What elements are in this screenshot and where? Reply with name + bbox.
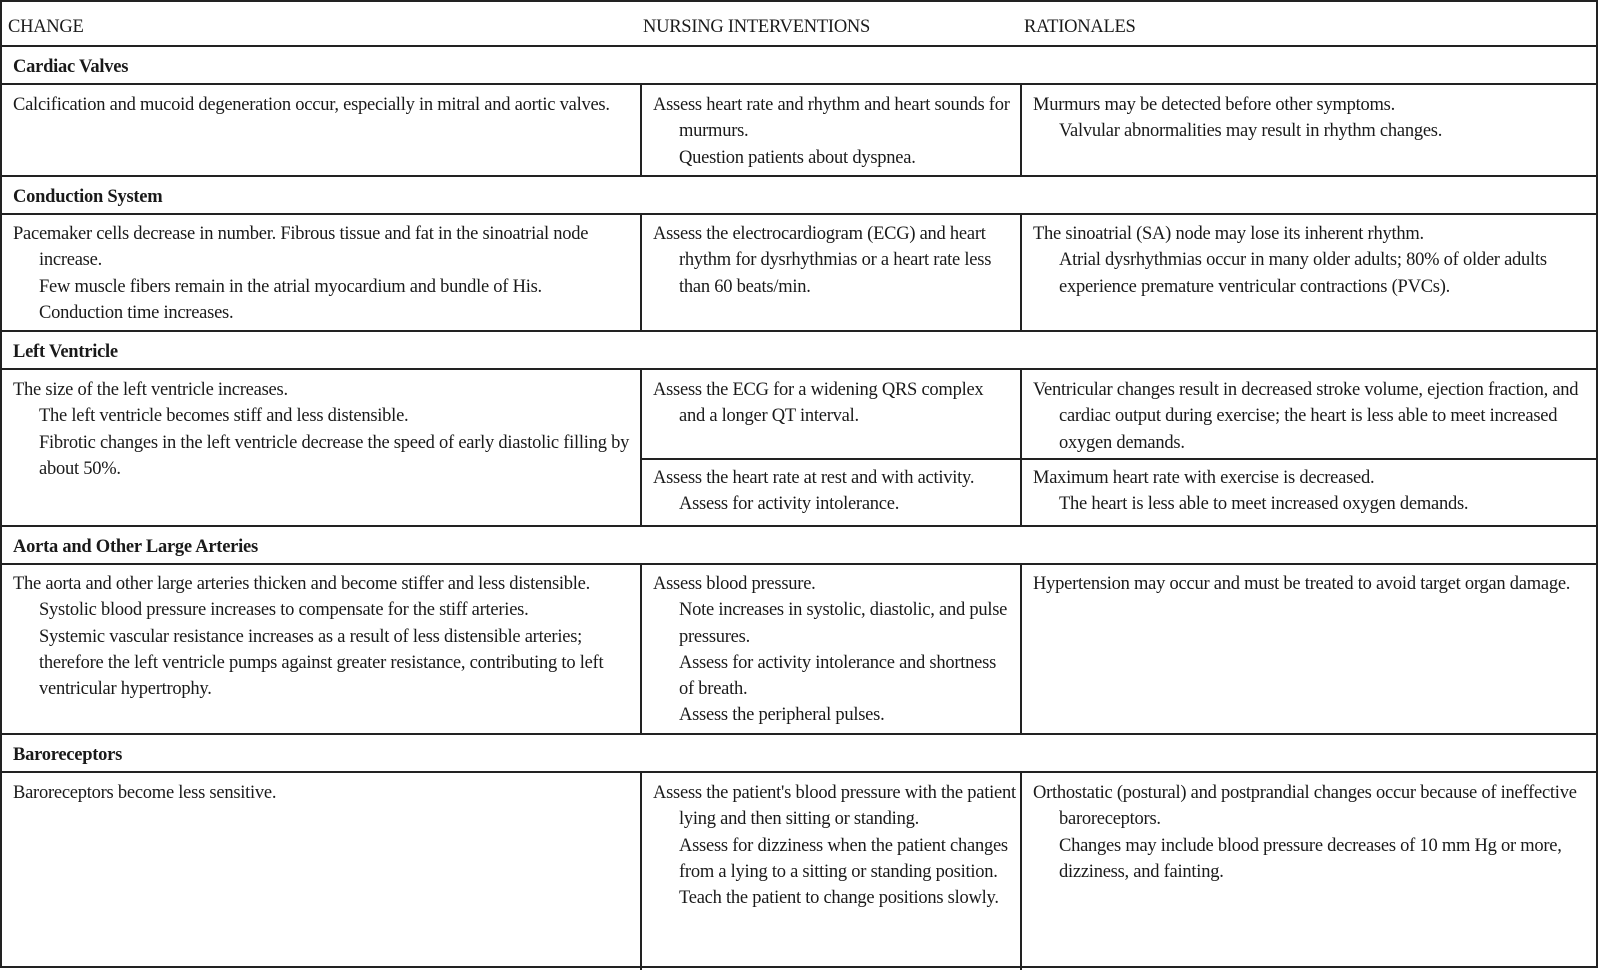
column-divider bbox=[1020, 213, 1022, 332]
intervention-text: Note increases in systolic, diastolic, and pulse pressures. bbox=[679, 600, 1008, 647]
section-title-baroreceptors: Baroreceptors bbox=[13, 745, 123, 765]
section-title-left-ventricle: Left Ventricle bbox=[13, 342, 118, 362]
intervention-text: Assess the electrocardiogram (ECG) and heart rhythm for dysrhythmias or a heart rate less than 60 beats/min. bbox=[653, 224, 992, 297]
rationale-text: Orthostatic (postural) and postprandial changes occur because of ineffective baroreceptors. bbox=[1033, 783, 1577, 830]
change-text: Pacemaker cells decrease in number. Fibrous tissue and fat in the sinoatrial node increase. bbox=[13, 224, 589, 271]
intervention-text: Assess the patient's blood pressure with the patient lying and then sitting or standing. bbox=[653, 783, 1016, 830]
intervention-text: Assess the ECG for a widening QRS complex and a longer QT interval. bbox=[653, 380, 984, 427]
divider bbox=[2, 525, 1596, 527]
section-title-aorta-large-arteries: Aorta and Other Large Arteries bbox=[13, 537, 258, 557]
change-text: The left ventricle becomes stiff and less distensible. bbox=[39, 406, 409, 427]
rationale-text: Murmurs may be detected before other symptoms. bbox=[1033, 95, 1395, 115]
column-divider bbox=[1020, 563, 1022, 735]
section-title-conduction-system: Conduction System bbox=[13, 187, 163, 207]
interventions-cell bbox=[653, 465, 1023, 518]
interventions-cell bbox=[653, 221, 1013, 300]
change-text: The size of the left ventricle increases. bbox=[13, 380, 288, 400]
intervention-text: Assess blood pressure. bbox=[653, 574, 816, 594]
change-cell bbox=[13, 571, 638, 702]
rationales-cell bbox=[1033, 377, 1593, 456]
interventions-cell bbox=[653, 780, 1018, 911]
column-divider bbox=[640, 213, 642, 332]
intervention-text: Teach the patient to change positions slowly. bbox=[679, 888, 999, 909]
column-divider bbox=[640, 83, 642, 177]
intervention-text: Assess the peripheral pulses. bbox=[679, 705, 885, 726]
column-divider bbox=[640, 563, 642, 735]
rationale-text: Valvular abnormalities may result in rhythm changes. bbox=[1059, 121, 1443, 142]
divider bbox=[2, 368, 1596, 370]
divider bbox=[2, 175, 1596, 177]
change-text: Baroreceptors become less sensitive. bbox=[13, 783, 277, 803]
rationale-text: Atrial dysrhythmias occur in many older adults; 80% of older adults experience premature ventricular contractions (PVCs). bbox=[1059, 250, 1547, 297]
divider bbox=[2, 330, 1596, 332]
interventions-cell bbox=[653, 571, 1013, 729]
intervention-text: Assess the heart rate at rest and with activity. bbox=[653, 468, 975, 488]
change-cell bbox=[13, 92, 633, 118]
rationale-text: Maximum heart rate with exercise is decreased. bbox=[1033, 468, 1375, 488]
intervention-text: Assess for dizziness when the patient changes from a lying to a sitting or standing position. bbox=[679, 835, 1008, 882]
change-cell bbox=[13, 377, 638, 482]
column-divider bbox=[1020, 771, 1022, 970]
divider bbox=[640, 458, 1596, 460]
interventions-cell bbox=[653, 377, 1013, 430]
change-text: Few muscle fibers remain in the atrial myocardium and bundle of His. bbox=[39, 276, 542, 297]
change-cell bbox=[13, 221, 633, 326]
rationale-text: The heart is less able to meet increased oxygen demands. bbox=[1059, 494, 1469, 515]
change-text: The aorta and other large arteries thicken and become stiffer and less distensible. Systolic blood pressure increases to compensate for the stiff arteries. bbox=[13, 574, 591, 621]
divider bbox=[2, 213, 1596, 215]
rationales-cell bbox=[1033, 780, 1593, 885]
divider bbox=[2, 563, 1596, 565]
column-divider bbox=[1020, 83, 1022, 177]
rationale-text: Hypertension may occur and must be treated to avoid target organ damage. bbox=[1033, 574, 1571, 594]
interventions-cell bbox=[653, 92, 1023, 171]
rationales-cell bbox=[1033, 465, 1593, 518]
rationale-text: The sinoatrial (SA) node may lose its inherent rhythm. bbox=[1033, 224, 1424, 244]
change-cell bbox=[13, 780, 633, 806]
change-text: Conduction time increases. bbox=[39, 302, 234, 323]
change-text: Calcification and mucoid degeneration occur, especially in mitral and aortic valves. bbox=[13, 95, 610, 115]
column-divider bbox=[1020, 368, 1022, 527]
header-nursing-interventions: NURSING INTERVENTIONS bbox=[643, 17, 871, 37]
change-text: Systemic vascular resistance increases as a result of less distensible arteries; therefore the left ventricle pumps against greater resistance, contributing to left ventricular hypertrophy. bbox=[39, 626, 604, 700]
rationales-cell bbox=[1033, 221, 1593, 300]
divider bbox=[2, 45, 1596, 47]
intervention-text: Assess for activity intolerance. bbox=[679, 494, 900, 515]
divider bbox=[2, 733, 1596, 735]
divider bbox=[2, 771, 1596, 773]
column-divider bbox=[640, 771, 642, 970]
intervention-text: Question patients about dyspnea. bbox=[679, 147, 916, 168]
column-divider bbox=[640, 368, 642, 527]
rationales-cell bbox=[1033, 92, 1593, 145]
section-title-cardiac-valves: Cardiac Valves bbox=[13, 57, 129, 77]
divider bbox=[2, 83, 1596, 85]
intervention-text: Assess heart rate and rhythm and heart sounds for murmurs. bbox=[653, 95, 1010, 142]
rationale-text: Ventricular changes result in decreased stroke volume, ejection fraction, and cardiac output during exercise; the heart is less able to meet increased oxygen demands. bbox=[1033, 380, 1579, 453]
rationale-text: Changes may include blood pressure decreases of 10 mm Hg or more, dizziness, and fainting. bbox=[1059, 835, 1562, 882]
header-change: CHANGE bbox=[8, 17, 84, 37]
intervention-text: Assess for activity intolerance and shortness of breath. bbox=[679, 652, 997, 700]
header-rationales: RATIONALES bbox=[1024, 17, 1136, 37]
rationales-cell bbox=[1033, 571, 1593, 597]
change-text: Fibrotic changes in the left ventricle decrease the speed of early diastolic filling by about 50%. bbox=[39, 432, 630, 479]
